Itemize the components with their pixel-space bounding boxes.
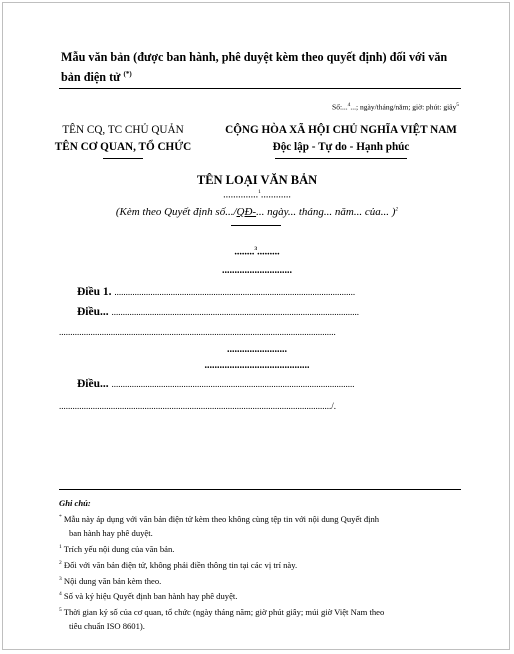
heading-rule — [59, 88, 461, 89]
heading-line2: bản điện tử — [61, 70, 121, 85]
body-dots-line: ........................................................................................................................... — [59, 327, 336, 337]
heading-marker: (*) — [123, 70, 132, 78]
independence-motto: Độc lập - Tự do - Hạnh phúc — [272, 141, 410, 153]
notes-title: Ghi chú: — [59, 498, 91, 508]
body-end-line: ........................................................................................................................./. — [59, 401, 337, 411]
note-star: * Mẫu này áp dụng với văn bản điện tử kèm theo không cùng tệp tin với nội dung Quyết định — [59, 513, 380, 524]
national-motto: CỘNG HÒA XÃ HỘI CHỦ NGHĨA VIỆT NAM — [225, 124, 457, 136]
note-3: $^3$ Nội dung văn bản kèm theo. — [59, 575, 162, 586]
note-5-cont: tiêu chuẩn ISO 8601). — [69, 621, 145, 632]
article-n: Điều... .............................................................................................................. — [77, 306, 359, 318]
number-line: Số:...$^4$...; ngày/tháng/năm; giờ: phút: giây$^5$ — [332, 102, 459, 112]
article-last: Điều... ............................................................................................................ — [77, 378, 355, 390]
heading-line1: Mẫu văn bản (được ban hành, phê duyệt kèm theo quyết định) đối với văn — [61, 50, 448, 64]
note-1: $^1$ Trích yếu nội dung của văn bản. — [59, 543, 175, 554]
document-page — [2, 2, 510, 650]
title-rule — [231, 225, 281, 226]
template-heading — [61, 49, 461, 86]
parent-agency: TÊN CQ, TC CHỦ QUẢN — [62, 124, 184, 136]
agency-name: TÊN CƠ QUAN, TỔ CHỨC — [54, 141, 192, 153]
notes-section — [59, 496, 469, 633]
notes-rule — [59, 489, 461, 490]
note-star-cont: ban hành hay phê duyệt. — [69, 527, 153, 538]
content-heading: ........$^3$......... — [234, 246, 280, 258]
separator-long: .......................................... — [204, 360, 310, 371]
note-5: $^5$ Thời gian ký số của cơ quan, tổ chức (ngày tháng năm; giờ phút giây; múi giờ Việt Nam theo — [59, 607, 385, 618]
separator-short: ........................ — [227, 344, 287, 355]
note-4: $^4$ Số và ký hiệu Quyết định ban hành hay phê duyệt. — [59, 591, 238, 602]
note-2: $^2$ Đối với văn bản điện tử, không phải điền thông tin tại các vị trí này. — [59, 559, 298, 570]
motto-rule — [275, 158, 407, 159]
document-type-title: TÊN LOẠI VĂN BẢN — [196, 173, 318, 187]
agency-rule — [103, 158, 143, 159]
content-line: ............................ — [222, 265, 292, 276]
document-abstract: ..............$^1$............ — [223, 189, 291, 201]
attachment-reference: (Kèm theo Quyết định số.../QĐ-... ngày... tháng... năm... của... )$^2$ — [115, 206, 399, 218]
article-1: Điều 1. ........................................................................................................... — [77, 286, 356, 298]
